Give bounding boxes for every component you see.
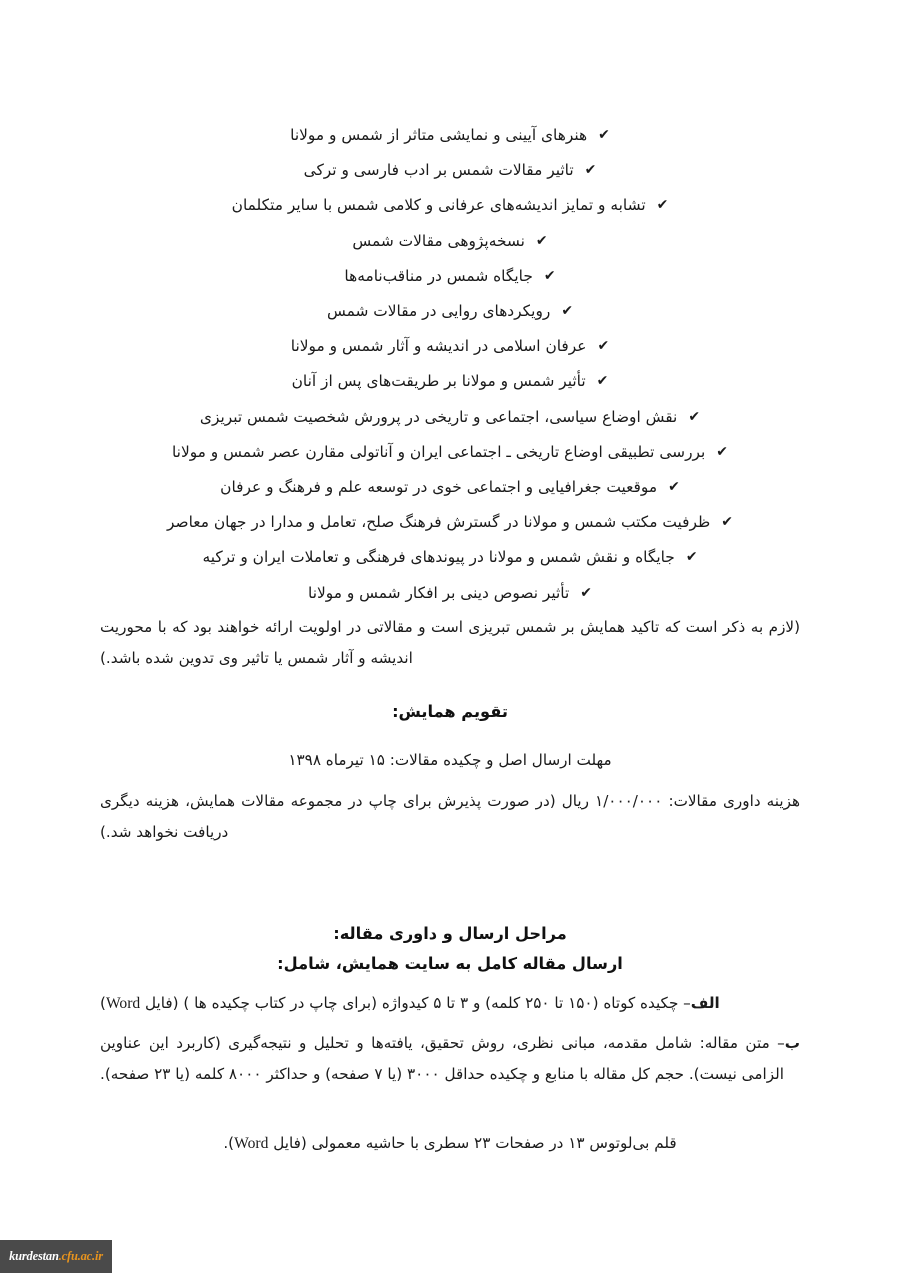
topic-list-item <box>140 364 760 399</box>
checkmark-icon: ✔ <box>543 267 556 284</box>
checkmark-icon: ✔ <box>685 549 698 566</box>
topic-list-item-label: جایگاه و نقش شمس و مولانا در پیوندهای فرهنگی و تعاملات ایران و ترکیه <box>202 548 675 567</box>
topic-list-item-label: نسخه‌پژوهی مقالات شمس <box>352 231 525 250</box>
checkmark-icon: ✔ <box>597 338 610 355</box>
font-note-lead: قلم بی‌لوتوس ۱۳ در صفحات ۲۳ سطری با حاشیه معمولی (فایل <box>268 1134 677 1152</box>
topic-list-item-label: موقعیت جغرافیایی و اجتماعی خوی در توسعه علم و فرهنگ و عرفان <box>220 478 658 497</box>
checkmark-icon: ✔ <box>584 162 597 179</box>
checkmark-icon: ✔ <box>535 232 548 249</box>
calendar-fee-paragraph: هزینه داوری مقالات: ۱/۰۰۰/۰۰۰ ریال (در صورت پذیرش برای چاپ در مجموعه مقالات همایش، هزینه دیگری دریافت نخواهد شد.) <box>100 792 800 841</box>
item-be-text: – متن مقاله: شامل مقدمه، مبانی نظری، روش تحقیق، یافته‌ها و تحلیل و نتیجه‌گیری (کاربرد این عناوین الزامی نیست). حجم کل مقاله با منابع و چکیده حداقل ۳۰۰۰ (یا ۷ صفحه) و حداکثر ۸۰۰۰ کلمه (یا ۲۳ صفحه). <box>100 1034 785 1083</box>
topic-list-item-label: تأثیر شمس و مولانا بر طریقت‌های پس از آنان <box>291 372 586 391</box>
topic-list-item-label: بررسی تطبیقی اوضاع تاریخی ـ اجتماعی ایران و آناتولی مقارن عصر شمس و مولانا <box>171 442 706 461</box>
calendar-deadline-line: مهلت ارسال اصل و چکیده مقالات: ۱۵ تیرماه ۱۳۹۸ <box>288 751 612 769</box>
checkmark-icon: ✔ <box>598 127 610 143</box>
topic-list-item <box>140 540 760 575</box>
topic-list-item <box>140 224 760 259</box>
topic-list-item <box>140 576 760 611</box>
checkmark-icon: ✔ <box>668 479 680 496</box>
topic-list-item <box>140 294 760 329</box>
topics-note-paragraph: (لازم به ذکر است که تاکید همایش بر شمس تبریزی است و مقالاتی در اولویت ارائه خواهند بود که با محوریت اندیشه و آثار شمس یا تاثیر وی تدوین شده باشد.) <box>100 618 800 667</box>
checkmark-icon: ✔ <box>580 584 592 601</box>
topic-list-item <box>140 470 760 505</box>
topic-list-item-label: ظرفیت مکتب شمس و مولانا در گسترش فرهنگ صلح، تعامل و مدارا در جهان معاصر <box>167 513 711 532</box>
item-alef-tail: ) <box>100 994 106 1012</box>
watermark-text <box>9 1249 103 1264</box>
watermark-domain-name: kurdestan <box>9 1249 59 1263</box>
submission-full-paper-heading: ارسال مقاله کامل به سایت همایش، شامل: <box>277 954 623 973</box>
checkmark-icon: ✔ <box>596 373 609 390</box>
topic-list-item <box>140 329 760 364</box>
site-watermark <box>0 1240 112 1273</box>
watermark-domain-suffix: .cfu.ac.ir <box>58 1249 103 1263</box>
topic-list-item-label: تاثیر مقالات شمس بر ادب فارسی و ترکی <box>303 161 574 180</box>
item-alef-label: الف <box>690 994 720 1012</box>
font-note-word-format: Word <box>234 1135 269 1152</box>
topic-list-item-label: جایگاه شمس در مناقب‌نامه‌ها <box>344 266 533 285</box>
item-alef-word-format: Word <box>105 995 141 1012</box>
topic-list-item <box>140 118 760 153</box>
topic-list-item <box>140 153 760 188</box>
topic-list-item <box>140 188 760 223</box>
topic-list-item-label: عرفان اسلامی در اندیشه و آثار شمس و مولانا <box>290 337 587 356</box>
item-be-label: ب <box>784 1034 800 1052</box>
topic-list-item <box>140 259 760 294</box>
conference-topics-list <box>140 118 760 611</box>
font-note-tail: ). <box>223 1134 235 1152</box>
checkmark-icon: ✔ <box>688 408 701 425</box>
checkmark-icon: ✔ <box>721 514 733 531</box>
topic-list-item <box>140 435 760 470</box>
calendar-heading: تقویم همایش: <box>392 702 508 721</box>
item-alef-text: – چکیده کوتاه (۱۵۰ تا ۲۵۰ کلمه) و ۳ تا ۵ کیدواژه (برای چاپ در کتاب چکیده ها ) (فایل <box>140 994 691 1012</box>
topic-list-item <box>140 400 760 435</box>
topic-list-item-label: رویکردهای روایی در مقالات شمس <box>326 302 551 321</box>
topic-list-item <box>140 505 760 540</box>
topic-list-item-label: تشابه و تمایز اندیشه‌های عرفانی و کلامی شمس با سایر متکلمان <box>231 196 646 215</box>
topic-list-item-label: هنرهای آیینی و نمایشی متاثر از شمس و مولانا <box>290 126 588 144</box>
submission-stages-heading: مراحل ارسال و داوری مقاله: <box>333 924 567 943</box>
submission-item-alef <box>100 988 800 1019</box>
checkmark-icon: ✔ <box>716 443 729 460</box>
submission-font-note <box>100 1128 800 1159</box>
checkmark-icon: ✔ <box>656 197 669 214</box>
topic-list-item-label: تأثیر نصوص دینی بر افکار شمس و مولانا <box>308 583 570 602</box>
submission-item-be <box>100 1028 800 1090</box>
checkmark-icon: ✔ <box>561 303 574 320</box>
topic-list-item-label: نقش اوضاع سیاسی، اجتماعی و تاریخی در پرورش شخصیت شمس تبریزی <box>199 407 678 426</box>
